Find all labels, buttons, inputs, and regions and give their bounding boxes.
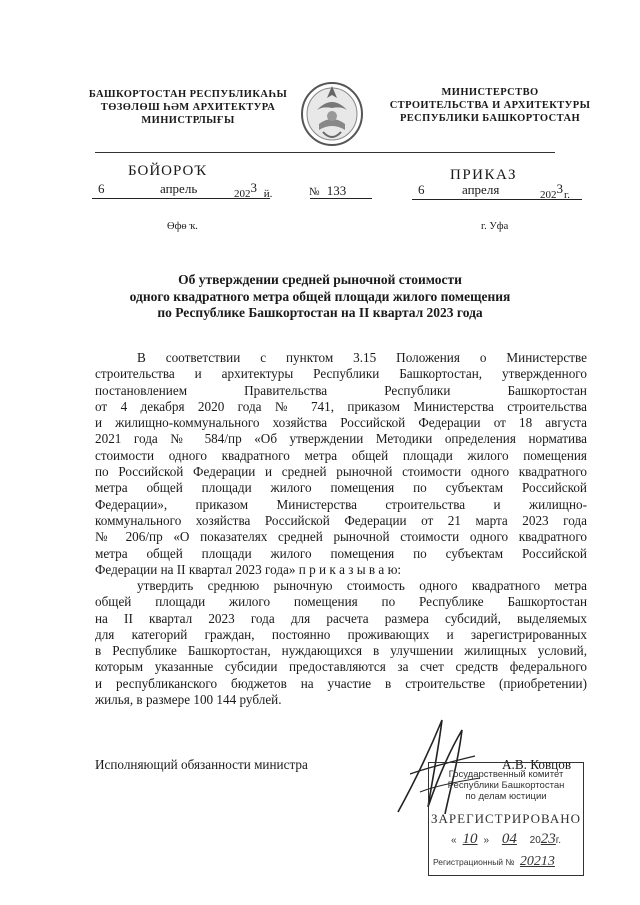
paragraph-line: жилья, в размере 100 144 рублей.: [95, 692, 282, 708]
stamp-day: 10: [462, 831, 478, 847]
stamp-reg-label: Регистрационный №: [433, 857, 515, 867]
paragraph-line: от 4 декабря 2020 года № 741, приказом Министерства строительства: [95, 398, 587, 414]
order-word-left: БОЙОРОҠ: [128, 163, 208, 179]
paragraph-line: и республиканского бюджетов на участие в строительстве (приобретении): [95, 675, 587, 691]
order-month-right: апреля: [462, 182, 500, 197]
city-left: Өфө ҡ.: [167, 221, 198, 232]
stamp-year: 23: [540, 831, 556, 847]
order-day-left: 6: [98, 181, 105, 196]
header-left-line: БАШКОРТОСТАН РЕСПУБЛИКАҺЫ: [88, 89, 288, 100]
order-year-prefix-right: 202: [540, 189, 557, 201]
signatory-name: А.В. Ковцов: [502, 757, 572, 772]
title-line: Об утверждении средней рыночной стоимости: [178, 272, 462, 287]
paragraph-line: постановлением Правительства Республики Башкортостан: [95, 382, 587, 398]
paragraph-line: № 206/пр «О показателях средней рыночной стоимости одного квадратного: [95, 529, 587, 545]
header-right-line: СТРОИТЕЛЬСТВА И АРХИТЕКТУРЫ: [389, 100, 591, 111]
stamp-month: 04: [501, 831, 517, 847]
paragraph-line: метра общей площади жилого помещения по субъектам Российской: [95, 480, 587, 496]
paragraph-line: 2021 года № 584/пр «Об утверждении Методики определения норматива: [95, 431, 587, 447]
order-day-right: 6: [418, 182, 425, 197]
paragraph-line: утвердить среднюю рыночную стоимость одного квадратного метра: [137, 578, 587, 593]
paragraph-line: на II квартал 2023 года для расчета размера субсидий, выделяемых: [95, 610, 587, 626]
order-month-left: апрель: [160, 181, 198, 196]
stamp-line: по делам юстиции: [465, 791, 547, 802]
title-line: по Республике Башкортостан на II квартал 2023 года: [157, 305, 483, 320]
paragraph-line: и жилищно-коммунального хозяйства Российской Федерации от 18 августа: [95, 415, 587, 431]
stamp-line: Республики Башкортостан: [447, 780, 565, 791]
paragraph-line: метра общей площади жилого помещения по субъектам Российской: [95, 545, 587, 561]
stamp-registered: ЗАРЕГИСТРИРОВАНО: [431, 811, 581, 826]
paragraph-line: по Российской Федерации и средней рыночной стоимости одного квадратного: [95, 464, 587, 480]
paragraph-line: стоимости одного квадратного метра общей площади жилого помещения: [95, 447, 587, 463]
stamp-year-suffix: г.: [555, 835, 562, 846]
paragraph-preamble: [95, 350, 587, 578]
stamp-date: « 10 » 04 2023г.: [450, 831, 562, 847]
coat-of-arms-emblem: [297, 72, 367, 150]
paragraph-line: строительства и архитектуры Республики Башкортостан, утвержденного: [95, 366, 587, 382]
order-year-suffix-right: г.: [564, 189, 571, 201]
order-year-prefix-left: 202: [234, 188, 251, 200]
paragraph-line: в Республике Башкортостан, нуждающихся в улучшении жилищных условий,: [95, 643, 587, 659]
stamp-year-prefix: 20: [529, 835, 541, 846]
order-year-digit-left: 3: [250, 180, 257, 195]
stamp-reg: [429, 854, 583, 870]
order-number-value: 133: [326, 183, 347, 198]
paragraph-line: В соответствии с пунктом 3.15 Положения о Министерстве: [137, 350, 587, 365]
stamp-line: Государственный комитет: [448, 769, 564, 780]
order-year-suffix-left: й.: [263, 188, 273, 200]
header-right: [385, 86, 595, 125]
paragraph-line: коммунального хозяйства Российской Федерации от 21 марта 2023 года: [95, 512, 587, 528]
document-title: [60, 272, 580, 322]
paragraph-line: Федерации на II квартал 2023 года» п р и к а з ы в а ю:: [95, 561, 402, 577]
date-line-left: [92, 198, 270, 199]
paragraph-line: которым указанные субсидии предоставляются за счет средств федерального: [95, 659, 587, 675]
paragraph-line: Федерации», приказом Министерства строительства и жилищно-: [95, 496, 587, 512]
header-left-line: ТӨЗӨЛӨШ ҺӘМ АРХИТЕКТУРА: [100, 102, 276, 113]
header-left: [78, 88, 298, 127]
order-word-right: ПРИКАЗ: [450, 167, 517, 183]
title-line: одного квадратного метра общей площади жилого помещения: [129, 288, 511, 304]
number-line: [310, 198, 372, 199]
header-left-line: МИНИСТРЛЫҒЫ: [141, 115, 235, 126]
header-divider: [95, 152, 555, 153]
stamp-reg-number: 20213: [519, 854, 555, 869]
city-right: г. Уфа: [481, 221, 509, 232]
header-right-line: РЕСПУБЛИКИ БАШКОРТОСТАН: [399, 113, 581, 124]
order-number: [309, 183, 346, 199]
paragraph-decision: [95, 578, 587, 708]
signatory-position: Исполняющий обязанности министра: [95, 757, 308, 772]
order-year-digit-right: 3: [556, 181, 563, 196]
order-number-sign: №: [309, 186, 320, 198]
header-right-line: МИНИСТЕРСТВО: [441, 87, 539, 98]
date-line-right: [412, 199, 582, 200]
registration-stamp: [428, 762, 584, 876]
paragraph-line: для категорий граждан, постоянно проживающих и зарегистрированных: [95, 626, 587, 642]
paragraph-line: общей площади жилого помещения по Республике Башкортостан: [95, 594, 587, 610]
